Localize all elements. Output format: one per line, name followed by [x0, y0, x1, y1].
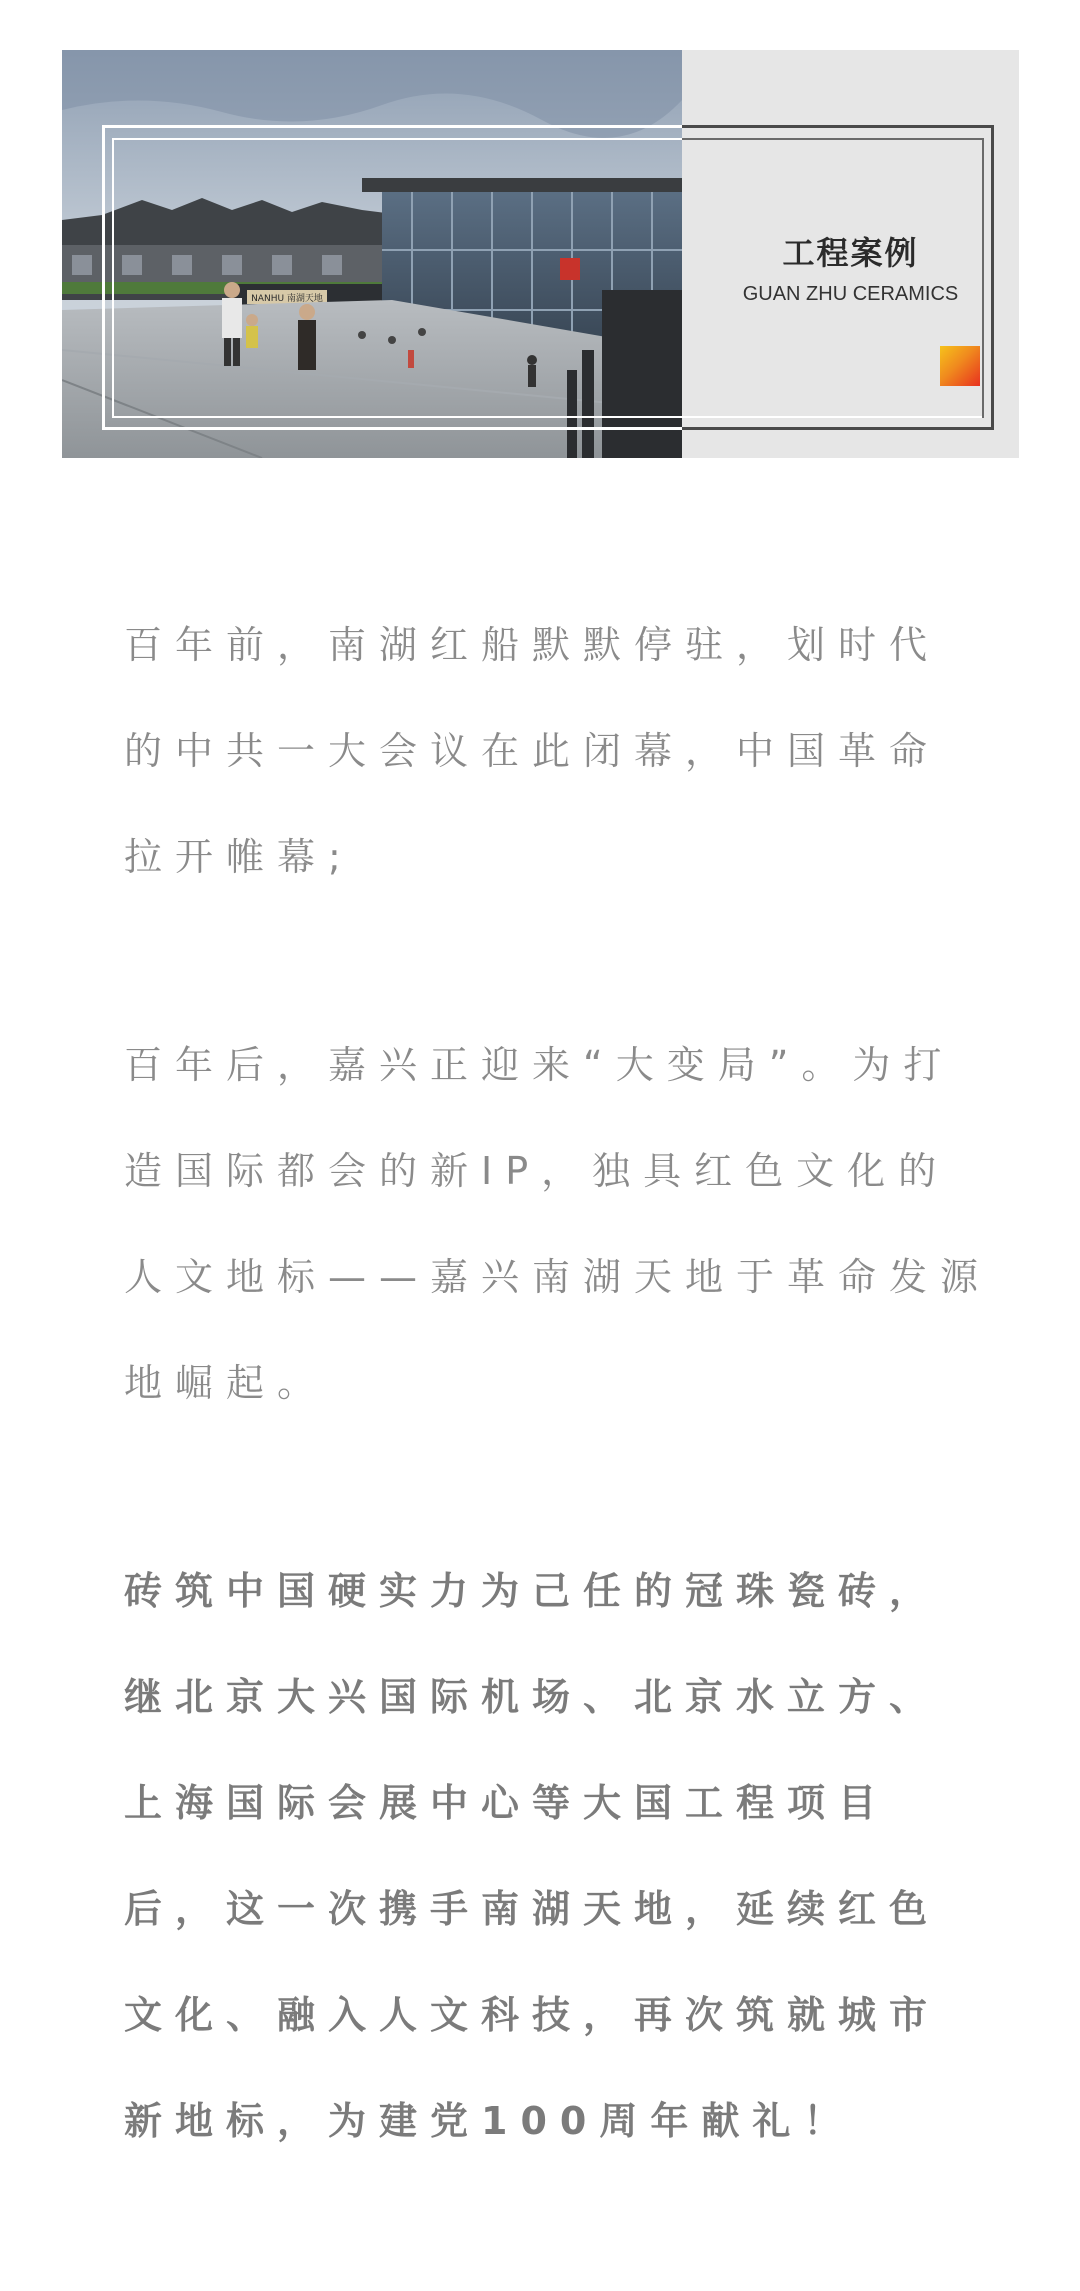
paragraph-line: 地崛起。: [124, 1361, 329, 1405]
paragraph-line: 砖筑中国硬实力为己任的冠珠瓷砖，: [124, 1569, 941, 1613]
banner-frame-inner-right: [682, 138, 984, 418]
paragraph-3: [124, 1538, 964, 2174]
paragraph-line: 上海国际会展中心等大国工程项目: [124, 1781, 890, 1825]
photo-signage: NANHU 南湖天地: [251, 294, 323, 304]
paragraph-line: 拉开帷幕;: [124, 835, 354, 879]
header-banner: [62, 50, 1019, 458]
paragraph-line: 新地标，为建党100周年献礼！: [124, 2099, 855, 2143]
paragraph-line: 人文地标——嘉兴南湖天地于革命发源: [124, 1255, 992, 1299]
banner-title: 工程案例: [782, 234, 919, 272]
paragraph-line: 造国际都会的新IP，独具红色文化的: [124, 1149, 950, 1193]
accent-square: [940, 346, 980, 386]
paragraph-line: 的中共一大会议在此闭幕，中国革命: [124, 729, 941, 773]
paragraph-line: 后，这一次携手南湖天地，延续红色: [124, 1887, 941, 1931]
paragraph-1: [124, 592, 964, 910]
paragraph-line: 继北京大兴国际机场、北京水立方、: [124, 1675, 941, 1719]
paragraph-line: 文化、融入人文科技，再次筑就城市: [124, 1993, 941, 2037]
paragraph-line: 百年后，嘉兴正迎来“大变局”。为打: [124, 1043, 955, 1087]
paragraph-2: [124, 1012, 992, 1436]
paragraph-line: 百年前，南湖红船默默停驻，划时代: [124, 623, 941, 667]
banner-subtitle: GUAN ZHU CERAMICS: [742, 283, 959, 305]
